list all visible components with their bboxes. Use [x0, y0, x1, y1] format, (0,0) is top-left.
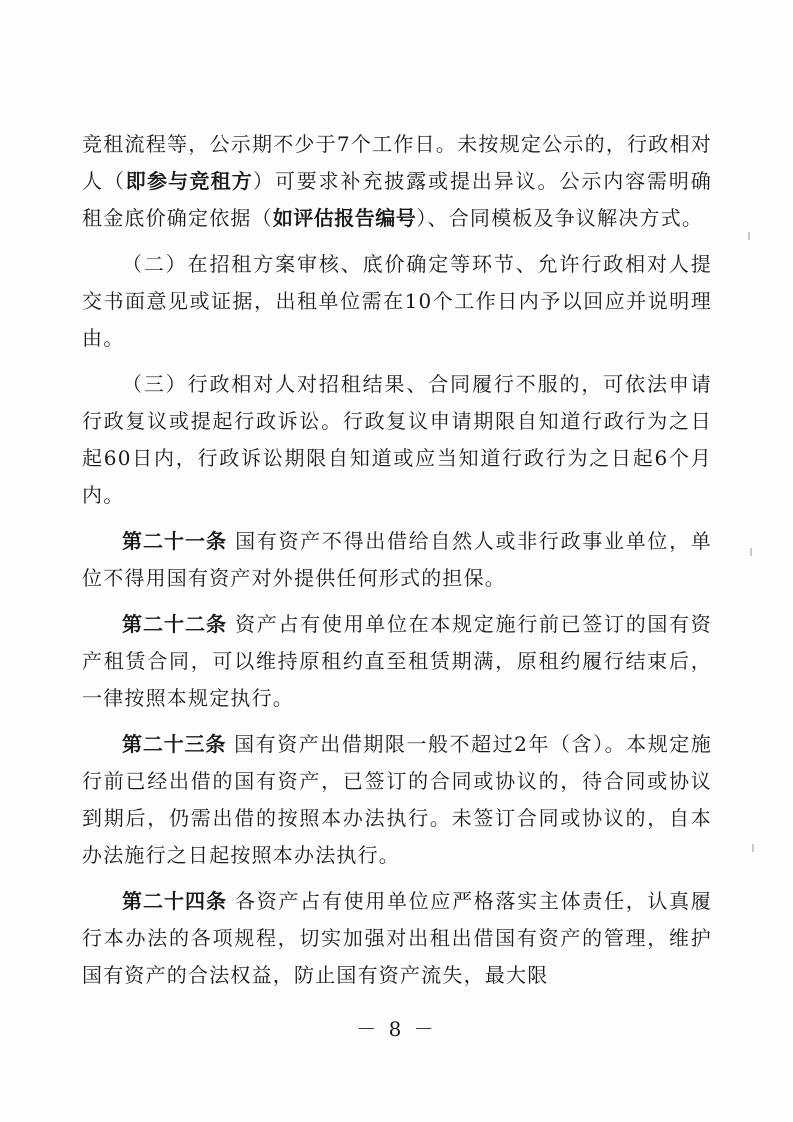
text-run: ）、合同模板及争议解决方式。 — [416, 206, 704, 230]
article-23 — [82, 726, 712, 874]
paragraph-item-2 — [82, 246, 712, 357]
paragraph-continued-disclosure — [82, 126, 712, 237]
article-text: 资产占有使用单位在本规定施行前已签订的国有资产租赁合同，可以维持原租约直至租赁期满，原租约履行结束后，一律按照本规定执行。 — [82, 612, 712, 710]
text-run: 竞租流程等，公示期不少于7个工作日。未按规定公示的，行政相对人（ — [82, 132, 712, 193]
text-run: （三）行政相对人对招租结果、合同履行不服的，可依法申请行政复议或提起行政诉讼。行政复议申请期限自知道行政行为之日起60日内，行政诉讼期限自知道或应当知道行政行为之日起6个月内。 — [82, 372, 712, 507]
scan-speck — [748, 232, 750, 240]
bold-text-run: 即参与竞租方 — [125, 169, 253, 193]
article-text: 各资产占有使用单位应严格落实主体责任，认真履行本办法的各项规程，切实加强对出租出借国有资产的管理，维护国有资产的合法权益，防止国有资产流失，最大限 — [82, 889, 712, 987]
article-22 — [82, 606, 712, 717]
article-text: 国有资产出借期限一般不超过2年（含）。本规定施行前已经出借的国有资产，已签订的合同或协议的，待合同或协议到期后，仍需出借的按照本办法执行。未签订合同或协议的，自本办法施行之日起按照本办法执行。 — [82, 732, 712, 867]
bold-text-run: 如评估报告编号 — [272, 206, 417, 230]
article-heading: 第二十二条 — [122, 612, 228, 636]
text-run: ）可要求补充披露或提出异议。公示内容需明确租金底价确定依据（ — [82, 169, 713, 230]
article-24 — [82, 883, 712, 994]
document-body — [82, 126, 712, 994]
scan-speck — [750, 548, 752, 556]
article-heading: 第二十四条 — [122, 889, 228, 913]
scan-speck — [752, 844, 754, 852]
article-heading: 第二十三条 — [122, 732, 227, 756]
text-run: （二）在招租方案审核、底价确定等环节、允许行政相对人提交书面意见或证据，出租单位需在10个工作日内予以回应并说明理由。 — [82, 252, 712, 350]
article-text: 国有资产不得出借给自然人或非行政事业单位，单位不得用国有资产对外提供任何形式的担保。 — [82, 529, 712, 590]
article-heading: 第二十一条 — [122, 529, 228, 553]
article-21 — [82, 523, 712, 597]
page-number: － 8 － — [356, 1017, 437, 1041]
paragraph-item-3 — [82, 366, 712, 514]
